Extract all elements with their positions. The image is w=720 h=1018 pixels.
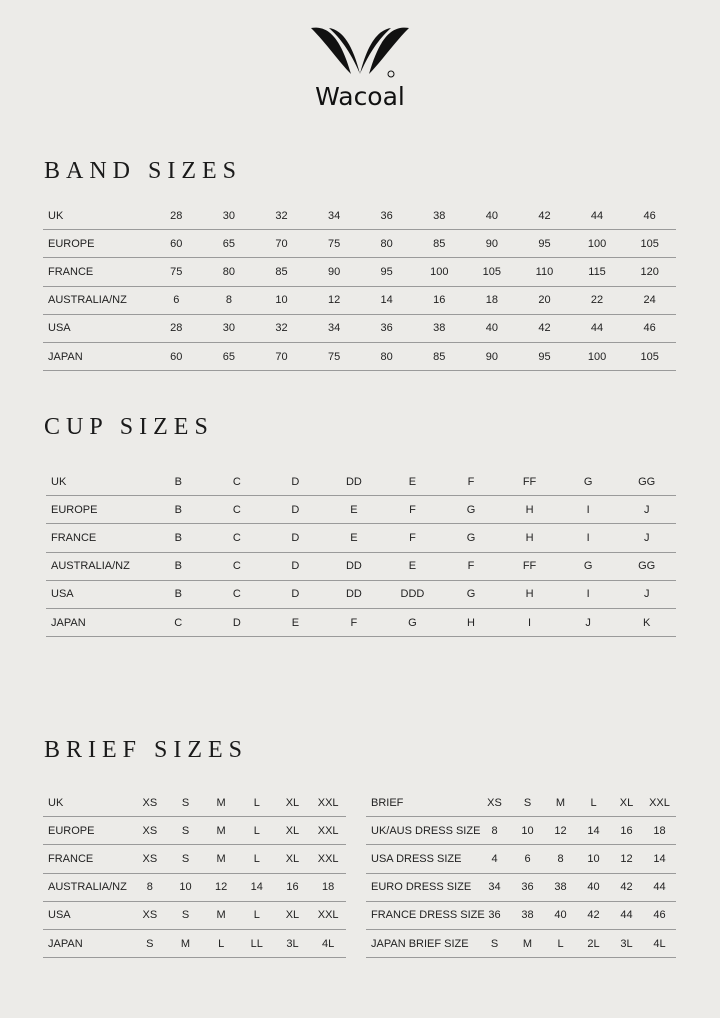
row-label: EUROPE bbox=[43, 817, 132, 845]
size-cell: 46 bbox=[623, 202, 676, 230]
size-cell: 80 bbox=[203, 258, 256, 286]
size-cell: 20 bbox=[518, 286, 571, 314]
table-row bbox=[43, 286, 676, 314]
size-cell: B bbox=[149, 552, 208, 580]
size-cell: DDD bbox=[383, 580, 442, 608]
size-cell: 120 bbox=[623, 258, 676, 286]
size-cell: 4L bbox=[310, 929, 346, 957]
size-cell: M bbox=[168, 929, 204, 957]
size-cell: 38 bbox=[511, 901, 544, 929]
size-cell: F bbox=[442, 468, 501, 496]
table-row bbox=[46, 496, 676, 524]
size-cell: FF bbox=[500, 468, 559, 496]
table-row bbox=[46, 552, 676, 580]
size-cell: 8 bbox=[544, 845, 577, 873]
size-cell: J bbox=[617, 580, 676, 608]
size-cell: 36 bbox=[511, 873, 544, 901]
size-cell: F bbox=[325, 608, 384, 636]
size-cell: 10 bbox=[255, 286, 308, 314]
size-cell: XXL bbox=[310, 845, 346, 873]
cup-sizes-table bbox=[46, 468, 676, 637]
size-cell: G bbox=[559, 552, 618, 580]
row-label: JAPAN bbox=[43, 342, 150, 370]
size-cell: L bbox=[239, 845, 275, 873]
size-cell: 12 bbox=[610, 845, 643, 873]
size-cell: DD bbox=[325, 552, 384, 580]
size-cell: F bbox=[383, 524, 442, 552]
size-cell: S bbox=[168, 901, 204, 929]
size-cell: I bbox=[559, 580, 618, 608]
row-label: JAPAN bbox=[43, 929, 132, 957]
table-row bbox=[43, 202, 676, 230]
size-cell: 90 bbox=[466, 230, 519, 258]
size-cell: 95 bbox=[360, 258, 413, 286]
size-cell: S bbox=[168, 817, 204, 845]
size-cell: 38 bbox=[413, 202, 466, 230]
size-cell: 44 bbox=[610, 901, 643, 929]
size-cell: 8 bbox=[478, 817, 511, 845]
row-label: JAPAN bbox=[46, 608, 149, 636]
size-cell: 46 bbox=[643, 901, 676, 929]
size-cell: 105 bbox=[623, 342, 676, 370]
size-cell: M bbox=[203, 901, 239, 929]
size-cell: 60 bbox=[150, 230, 203, 258]
size-cell: 14 bbox=[577, 817, 610, 845]
size-cell: XS bbox=[132, 817, 168, 845]
table-row bbox=[43, 230, 676, 258]
size-cell: 6 bbox=[150, 286, 203, 314]
size-cell: M bbox=[203, 817, 239, 845]
size-cell: 12 bbox=[308, 286, 361, 314]
size-cell: 32 bbox=[255, 202, 308, 230]
size-cell: 36 bbox=[360, 314, 413, 342]
size-cell: L bbox=[577, 789, 610, 817]
table-row bbox=[43, 342, 676, 370]
size-cell: 38 bbox=[544, 873, 577, 901]
size-cell: 70 bbox=[255, 230, 308, 258]
size-cell: XL bbox=[610, 789, 643, 817]
size-cell: 65 bbox=[203, 342, 256, 370]
row-label: EURO DRESS SIZE bbox=[366, 873, 478, 901]
size-cell: 3L bbox=[610, 929, 643, 957]
row-label: FRANCE DRESS SIZE bbox=[366, 901, 478, 929]
size-cell: XS bbox=[132, 845, 168, 873]
size-cell: XL bbox=[275, 817, 311, 845]
size-cell: 44 bbox=[571, 314, 624, 342]
size-cell: J bbox=[617, 524, 676, 552]
size-cell: D bbox=[266, 524, 325, 552]
size-cell: 34 bbox=[478, 873, 511, 901]
size-cell: 3L bbox=[275, 929, 311, 957]
size-cell: 85 bbox=[255, 258, 308, 286]
size-cell: 32 bbox=[255, 314, 308, 342]
size-cell: 95 bbox=[518, 342, 571, 370]
size-cell: E bbox=[325, 524, 384, 552]
size-cell: 28 bbox=[150, 314, 203, 342]
size-cell: 85 bbox=[413, 342, 466, 370]
size-cell: 42 bbox=[610, 873, 643, 901]
size-cell: E bbox=[325, 496, 384, 524]
size-cell: I bbox=[500, 608, 559, 636]
brand-name: Wacoal bbox=[315, 82, 405, 111]
table-row bbox=[43, 901, 346, 929]
size-cell: 8 bbox=[203, 286, 256, 314]
size-cell: H bbox=[442, 608, 501, 636]
size-cell: E bbox=[383, 552, 442, 580]
size-cell: 85 bbox=[413, 230, 466, 258]
size-cell: L bbox=[239, 901, 275, 929]
size-cell: 44 bbox=[571, 202, 624, 230]
size-cell: C bbox=[208, 580, 267, 608]
size-cell: 90 bbox=[466, 342, 519, 370]
size-cell: 34 bbox=[308, 202, 361, 230]
brief-sizes-table-left bbox=[43, 789, 346, 958]
size-cell: 40 bbox=[466, 314, 519, 342]
size-cell: 44 bbox=[643, 873, 676, 901]
size-cell: J bbox=[559, 608, 618, 636]
size-cell: 6 bbox=[511, 845, 544, 873]
band-sizes-table bbox=[43, 202, 676, 371]
size-cell: S bbox=[132, 929, 168, 957]
row-label: USA DRESS SIZE bbox=[366, 845, 478, 873]
size-cell: 80 bbox=[360, 342, 413, 370]
row-label: AUSTRALIA/NZ bbox=[46, 552, 149, 580]
size-cell: E bbox=[266, 608, 325, 636]
size-cell: 16 bbox=[413, 286, 466, 314]
size-cell: E bbox=[383, 468, 442, 496]
size-cell: 16 bbox=[275, 873, 311, 901]
row-label: AUSTRALIA/NZ bbox=[43, 286, 150, 314]
size-cell: D bbox=[266, 468, 325, 496]
size-cell: 34 bbox=[308, 314, 361, 342]
cup-sizes-title: CUP SIZES bbox=[44, 414, 214, 440]
size-cell: 36 bbox=[360, 202, 413, 230]
size-cell: 12 bbox=[544, 817, 577, 845]
brief-sizes-title: BRIEF SIZES bbox=[44, 737, 249, 763]
size-cell: M bbox=[203, 845, 239, 873]
size-cell: 42 bbox=[518, 202, 571, 230]
size-cell: D bbox=[208, 608, 267, 636]
size-cell: S bbox=[511, 789, 544, 817]
size-cell: XL bbox=[275, 901, 311, 929]
table-row bbox=[366, 929, 676, 957]
row-label: USA bbox=[43, 901, 132, 929]
table-row bbox=[366, 789, 676, 817]
size-cell: H bbox=[500, 580, 559, 608]
size-cell: DD bbox=[325, 468, 384, 496]
size-cell: 38 bbox=[413, 314, 466, 342]
table-row bbox=[43, 258, 676, 286]
table-row bbox=[46, 524, 676, 552]
size-cell: 14 bbox=[643, 845, 676, 873]
size-cell: S bbox=[168, 789, 204, 817]
size-cell: 30 bbox=[203, 314, 256, 342]
size-cell: G bbox=[442, 524, 501, 552]
size-cell: LL bbox=[239, 929, 275, 957]
size-cell: 115 bbox=[571, 258, 624, 286]
table-row bbox=[46, 608, 676, 636]
table-row bbox=[366, 873, 676, 901]
size-cell: 40 bbox=[577, 873, 610, 901]
wacoal-wing-logo-icon bbox=[305, 22, 415, 80]
size-cell: XXL bbox=[310, 817, 346, 845]
row-label: UK bbox=[43, 789, 132, 817]
size-cell: 42 bbox=[577, 901, 610, 929]
size-cell: 65 bbox=[203, 230, 256, 258]
size-cell: F bbox=[383, 496, 442, 524]
size-cell: 28 bbox=[150, 202, 203, 230]
size-cell: L bbox=[239, 789, 275, 817]
size-cell: 60 bbox=[150, 342, 203, 370]
row-label: AUSTRALIA/NZ bbox=[43, 873, 132, 901]
size-cell: XXL bbox=[643, 789, 676, 817]
size-cell: M bbox=[203, 789, 239, 817]
row-label: UK bbox=[46, 468, 149, 496]
row-label: FRANCE bbox=[43, 258, 150, 286]
size-cell: 22 bbox=[571, 286, 624, 314]
table-row bbox=[366, 845, 676, 873]
size-cell: 8 bbox=[132, 873, 168, 901]
size-cell: 16 bbox=[610, 817, 643, 845]
size-cell: XL bbox=[275, 845, 311, 873]
size-cell: S bbox=[168, 845, 204, 873]
size-cell: 100 bbox=[413, 258, 466, 286]
size-cell: 12 bbox=[203, 873, 239, 901]
size-cell: B bbox=[149, 496, 208, 524]
size-cell: 42 bbox=[518, 314, 571, 342]
table-row bbox=[43, 929, 346, 957]
size-cell: B bbox=[149, 580, 208, 608]
row-label: FRANCE bbox=[43, 845, 132, 873]
size-cell: 4L bbox=[643, 929, 676, 957]
size-cell: L bbox=[203, 929, 239, 957]
size-cell: G bbox=[383, 608, 442, 636]
table-row bbox=[43, 789, 346, 817]
row-label: EUROPE bbox=[46, 496, 149, 524]
row-label: USA bbox=[43, 314, 150, 342]
size-cell: S bbox=[478, 929, 511, 957]
size-cell: 75 bbox=[308, 342, 361, 370]
size-cell: XS bbox=[132, 789, 168, 817]
row-label: BRIEF bbox=[366, 789, 478, 817]
size-cell: B bbox=[149, 524, 208, 552]
size-cell: H bbox=[500, 524, 559, 552]
size-cell: M bbox=[544, 789, 577, 817]
size-cell: 75 bbox=[308, 230, 361, 258]
size-cell: 18 bbox=[466, 286, 519, 314]
size-cell: J bbox=[617, 496, 676, 524]
table-row bbox=[46, 468, 676, 496]
size-cell: L bbox=[239, 817, 275, 845]
size-cell: 105 bbox=[623, 230, 676, 258]
size-cell: 90 bbox=[308, 258, 361, 286]
size-cell: H bbox=[500, 496, 559, 524]
table-row bbox=[43, 873, 346, 901]
size-cell: C bbox=[149, 608, 208, 636]
size-cell: 110 bbox=[518, 258, 571, 286]
table-row bbox=[43, 845, 346, 873]
table-row bbox=[43, 817, 346, 845]
size-cell: D bbox=[266, 580, 325, 608]
size-cell: 75 bbox=[150, 258, 203, 286]
size-cell: 24 bbox=[623, 286, 676, 314]
size-cell: F bbox=[442, 552, 501, 580]
size-cell: GG bbox=[617, 552, 676, 580]
size-cell: FF bbox=[500, 552, 559, 580]
brief-sizes-table-right bbox=[366, 789, 676, 958]
size-cell: G bbox=[442, 496, 501, 524]
size-cell: GG bbox=[617, 468, 676, 496]
size-cell: 10 bbox=[168, 873, 204, 901]
size-cell: 10 bbox=[577, 845, 610, 873]
size-cell: 80 bbox=[360, 230, 413, 258]
wacoal-logo bbox=[305, 22, 415, 110]
size-cell: C bbox=[208, 524, 267, 552]
size-cell: XL bbox=[275, 789, 311, 817]
size-cell: I bbox=[559, 524, 618, 552]
size-cell: 40 bbox=[466, 202, 519, 230]
size-cell: 10 bbox=[511, 817, 544, 845]
size-cell: 30 bbox=[203, 202, 256, 230]
size-cell: 2L bbox=[577, 929, 610, 957]
size-cell: C bbox=[208, 468, 267, 496]
row-label: JAPAN BRIEF SIZE bbox=[366, 929, 478, 957]
size-cell: 18 bbox=[643, 817, 676, 845]
table-row bbox=[366, 817, 676, 845]
row-label: USA bbox=[46, 580, 149, 608]
size-cell: 14 bbox=[360, 286, 413, 314]
size-cell: D bbox=[266, 496, 325, 524]
size-cell: B bbox=[149, 468, 208, 496]
size-cell: G bbox=[559, 468, 618, 496]
size-cell: C bbox=[208, 552, 267, 580]
size-cell: M bbox=[511, 929, 544, 957]
size-cell: 46 bbox=[623, 314, 676, 342]
size-cell: I bbox=[559, 496, 618, 524]
size-cell: XS bbox=[132, 901, 168, 929]
size-cell: XXL bbox=[310, 901, 346, 929]
size-cell: L bbox=[544, 929, 577, 957]
size-cell: D bbox=[266, 552, 325, 580]
size-cell: XXL bbox=[310, 789, 346, 817]
size-cell: 36 bbox=[478, 901, 511, 929]
band-sizes-title: BAND SIZES bbox=[44, 158, 243, 184]
table-row bbox=[43, 314, 676, 342]
size-cell: 4 bbox=[478, 845, 511, 873]
size-cell: 40 bbox=[544, 901, 577, 929]
row-label: UK bbox=[43, 202, 150, 230]
row-label: FRANCE bbox=[46, 524, 149, 552]
size-cell: 100 bbox=[571, 342, 624, 370]
size-cell: 95 bbox=[518, 230, 571, 258]
size-cell: DD bbox=[325, 580, 384, 608]
table-row bbox=[46, 580, 676, 608]
size-cell: K bbox=[617, 608, 676, 636]
size-cell: C bbox=[208, 496, 267, 524]
row-label: UK/AUS DRESS SIZE bbox=[366, 817, 478, 845]
size-cell: 18 bbox=[310, 873, 346, 901]
size-cell: XS bbox=[478, 789, 511, 817]
size-cell: 14 bbox=[239, 873, 275, 901]
row-label: EUROPE bbox=[43, 230, 150, 258]
table-row bbox=[366, 901, 676, 929]
size-cell: 70 bbox=[255, 342, 308, 370]
size-cell: 100 bbox=[571, 230, 624, 258]
size-cell: G bbox=[442, 580, 501, 608]
size-cell: 105 bbox=[466, 258, 519, 286]
